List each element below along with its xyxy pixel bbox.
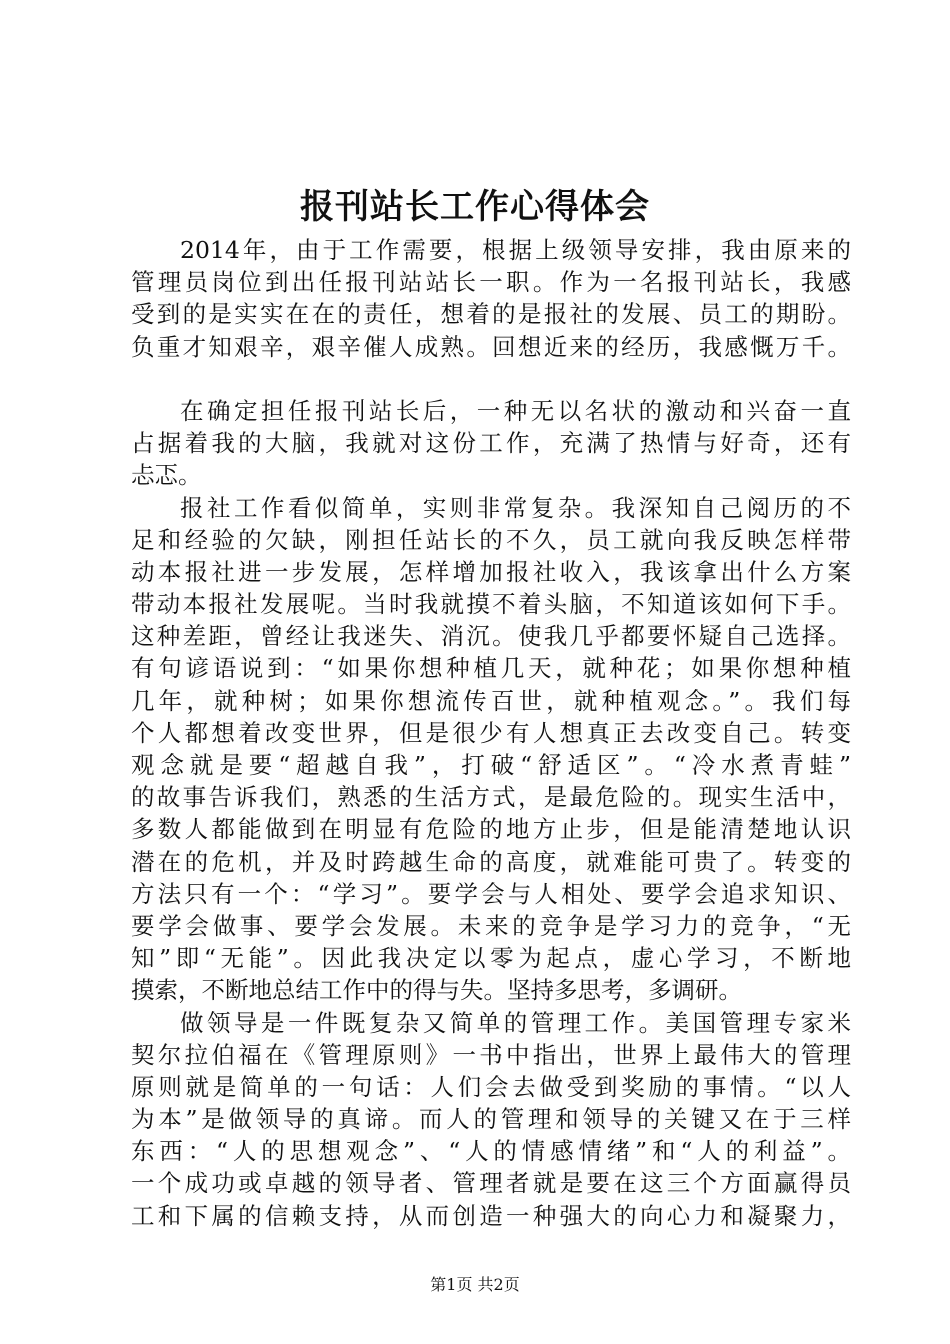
text-line: 做领导是一件既复杂又简单的管理工作。美国管理专家米 [180, 1008, 851, 1037]
text-line: 方法只有一个：“学习”。要学会与人相处、要学会追求知识、 [131, 879, 851, 908]
text-line: 个人都想着改变世界，但是很少有人想真正去改变自己。转变 [131, 718, 851, 747]
text-line: 忐忑。 [131, 461, 202, 490]
text-line: 的故事告诉我们，熟悉的生活方式，是最危险的。现实生活中， [131, 783, 851, 812]
text-line: 2014年，由于工作需要，根据上级领导安排，我由原来的 [180, 236, 851, 264]
text-line: 动本报社进一步发展，怎样增加报社收入，我该拿出什么方案 [131, 557, 851, 586]
text-line: 多数人都能做到在明显有危险的地方止步，但是能清楚地认识 [131, 815, 851, 844]
text-line: 报社工作看似简单，实则非常复杂。我深知自己阅历的不 [180, 493, 851, 522]
text-line: 工和下属的信赖支持，从而创造一种强大的向心力和凝聚力， [131, 1201, 851, 1230]
text-line: 契尔拉伯福在《管理原则》一书中指出，世界上最伟大的管理 [131, 1040, 851, 1069]
text-line: 观念就是要“超越自我”，打破“舒适区”。“冷水煮青蛙” [131, 751, 851, 779]
text-line: 有句谚语说到：“如果你想种植几天，就种花；如果你想种植 [131, 654, 851, 683]
text-line: 带动本报社发展呢。当时我就摸不着头脑，不知道该如何下手。 [131, 590, 851, 619]
text-line: 在确定担任报刊站长后，一种无以名状的激动和兴奋一直 [180, 396, 851, 425]
text-line: 足和经验的欠缺，刚担任站长的不久，员工就向我反映怎样带 [131, 525, 851, 554]
text-line: 受到的是实实在在的责任，想着的是报社的发展、员工的期盼。 [131, 300, 851, 329]
document-body [131, 234, 851, 1232]
text-line: 要学会做事、要学会发展。未来的竞争是学习力的竞争，“无 [131, 911, 851, 940]
text-line: 管理员岗位到出任报刊站站长一职。作为一名报刊站长，我感 [131, 268, 851, 297]
text-line: 一个成功或卓越的领导者、管理者就是要在这三个方面赢得员 [131, 1169, 851, 1198]
text-line: 摸索，不断地总结工作中的得与失。坚持多思考，多调研。 [131, 976, 742, 1005]
text-line: 东西：“人的思想观念”、“人的情感情绪”和“人的利益”。 [131, 1137, 851, 1166]
text-line: 潜在的危机，并及时跨越生命的高度，就难能可贵了。转变的 [131, 847, 851, 876]
text-line: 为本”是做领导的真谛。而人的管理和领导的关键又在于三样 [131, 1105, 851, 1134]
text-line: 这种差距，曾经让我迷失、消沉。使我几乎都要怀疑自己选择。 [131, 622, 851, 651]
text-line: 几年，就种树；如果你想流传百世，就种植观念。”。我们每 [131, 686, 851, 715]
text-line: 原则就是简单的一句话：人们会去做受到奖励的事情。“以人 [131, 1072, 851, 1101]
page-footer: 第1页 共2页 [430, 1275, 520, 1294]
text-line: 知”即“无能”。因此我决定以零为起点，虚心学习，不断地 [131, 944, 851, 973]
paragraph-gap [131, 363, 851, 395]
document-title: 报刊站长工作心得体会 [300, 187, 650, 227]
text-line: 占据着我的大脑，我就对这份工作，充满了热情与好奇，还有 [131, 429, 851, 458]
text-line: 负重才知艰辛，艰辛催人成熟。回想近来的经历，我感慨万千。 [131, 332, 851, 361]
